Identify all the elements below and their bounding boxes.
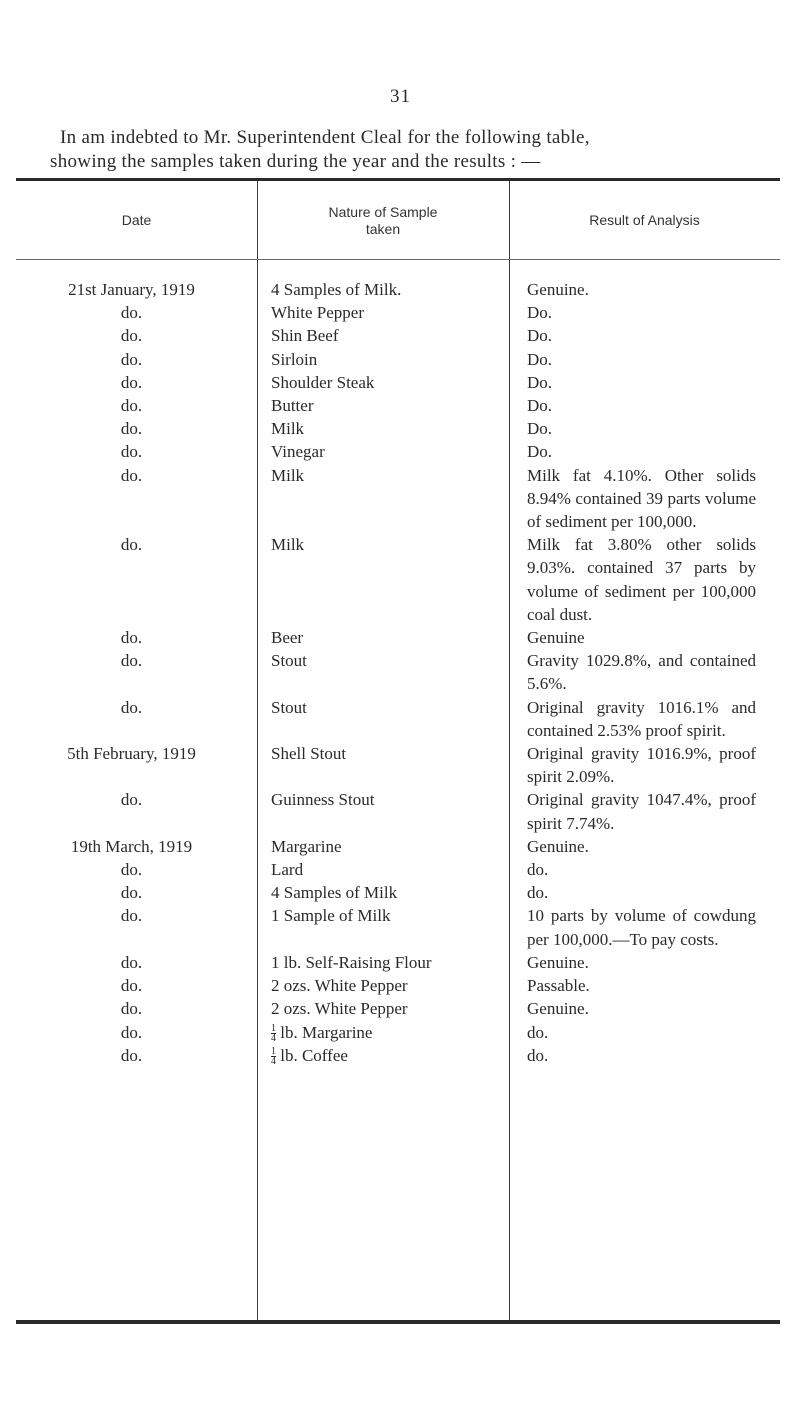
table-row (16, 371, 780, 394)
cell-nature (257, 324, 509, 347)
header-nature-line-2: taken (365, 221, 401, 237)
cell-nature (257, 626, 509, 649)
fraction-denominator: 4 (271, 1033, 276, 1045)
fraction (271, 1024, 276, 1043)
cell-result: Original gravity 1016.9%, proof spirit 2.09%. (527, 744, 756, 787)
cell-nature-text: Stout (271, 651, 307, 671)
cell-nature (257, 788, 509, 834)
table-row (16, 1044, 780, 1067)
cell-nature (257, 440, 509, 463)
table-row (16, 324, 780, 347)
cell-nature (257, 858, 509, 881)
cell-date: do. (120, 303, 143, 323)
cell-nature-text: Margarine (271, 836, 342, 856)
samples-table (16, 178, 780, 1326)
cell-date: do. (120, 1022, 143, 1042)
table-bottom-rule (16, 1320, 780, 1324)
cell-nature-text: lb. Margarine (280, 1022, 373, 1042)
cell-result: Original gravity 1016.1% and contained 2.53% proof spirit. (527, 697, 756, 740)
fraction-denominator: 4 (271, 1056, 276, 1068)
cell-nature-text: 1 Sample of Milk (271, 906, 391, 926)
cell-date: do. (120, 697, 143, 717)
table-top-rule (16, 178, 780, 181)
cell-nature-text: White Pepper (271, 303, 364, 323)
cell-result: Do. (527, 396, 553, 416)
cell-nature-text: Beer (271, 628, 304, 648)
cell-date: do. (120, 790, 143, 810)
cell-nature (257, 649, 509, 695)
table-row (16, 951, 780, 974)
table-row (16, 974, 780, 997)
cell-result: do. (527, 860, 549, 880)
header-date: Date (121, 212, 152, 228)
cell-nature (257, 951, 509, 974)
fraction (271, 1047, 276, 1066)
cell-result: Do. (527, 349, 553, 369)
cell-nature (257, 974, 509, 997)
cell-result: Original gravity 1047.4%, proof spirit 7.74%. (527, 790, 756, 833)
cell-nature-text: Milk (271, 419, 305, 439)
cell-result: Do. (527, 372, 553, 392)
intro-paragraph (50, 126, 760, 174)
cell-nature (257, 835, 509, 858)
cell-result: Passable. (527, 976, 590, 996)
cell-date: do. (120, 535, 143, 555)
cell-result: Genuine. (527, 999, 589, 1019)
cell-date: do. (120, 628, 143, 648)
cell-nature (257, 881, 509, 904)
intro-line-1: In am indebted to Mr. Superintendent Cleal for the following table, (60, 127, 590, 148)
cell-nature (257, 742, 509, 788)
cell-nature-text: 4 Samples of Milk. (271, 280, 402, 299)
cell-date: do. (120, 465, 143, 485)
cell-nature (257, 904, 509, 950)
cell-result: Genuine. (527, 952, 589, 972)
cell-date: do. (120, 372, 143, 392)
cell-result: Genuine. (527, 836, 589, 856)
cell-date: do. (120, 326, 143, 346)
cell-result: Gravity 1029.8%, and contained 5.6%. (527, 651, 756, 694)
cell-date: 19th March, 1919 (70, 836, 193, 856)
cell-nature (257, 997, 509, 1020)
table-row (16, 626, 780, 649)
cell-result: Genuine. (527, 280, 589, 299)
cell-result: do. (527, 883, 549, 903)
table-row (16, 649, 780, 695)
cell-nature (257, 464, 509, 534)
cell-result: do. (527, 1022, 549, 1042)
table-row (16, 278, 780, 301)
cell-result: Milk fat 4.10%. Other solids 8.94% contained 39 parts volume of sediment per 100,000. (527, 465, 756, 532)
page-number: 31 (390, 86, 411, 107)
cell-nature-text: Shin Beef (271, 326, 339, 346)
table-row (16, 696, 780, 742)
header-nature-line-1: Nature of Sample (328, 204, 438, 220)
table-row (16, 1021, 780, 1044)
cell-nature-text: 1 lb. Self-Raising Flour (271, 952, 432, 972)
table-row (16, 997, 780, 1020)
cell-nature (257, 394, 509, 417)
table-row (16, 464, 780, 534)
cell-nature (257, 371, 509, 394)
cell-result: Do. (527, 326, 553, 346)
cell-nature (257, 301, 509, 324)
cell-date: do. (120, 419, 143, 439)
cell-date: do. (120, 349, 143, 369)
cell-nature-text: 4 Samples of Milk (271, 883, 398, 903)
cell-date: do. (120, 952, 143, 972)
cell-date: do. (120, 906, 143, 926)
intro-line-2: showing the samples taken during the year and the results : — (50, 151, 541, 172)
cell-nature (257, 348, 509, 371)
cell-nature (257, 533, 509, 626)
cell-nature (257, 1044, 509, 1067)
table-row (16, 742, 780, 788)
cell-date: do. (120, 1045, 143, 1065)
cell-nature-text: Shell Stout (271, 744, 347, 764)
table-row (16, 858, 780, 881)
cell-nature-text: Vinegar (271, 442, 325, 462)
table-row (16, 301, 780, 324)
cell-result: Genuine (527, 628, 585, 648)
fraction-numerator: 1 (271, 1023, 276, 1035)
cell-date: do. (120, 860, 143, 880)
cell-result: Do. (527, 442, 553, 462)
cell-nature (257, 696, 509, 742)
header-rule (16, 259, 780, 260)
table-row (16, 394, 780, 417)
cell-result: do. (527, 1045, 549, 1065)
cell-nature-text: Guinness Stout (271, 790, 375, 810)
table-row (16, 440, 780, 463)
header-nature (257, 204, 509, 238)
cell-date: do. (120, 651, 143, 671)
cell-nature-text: Sirloin (271, 349, 318, 369)
cell-nature (257, 417, 509, 440)
table-row (16, 348, 780, 371)
cell-date: 5th February, 1919 (67, 744, 196, 764)
cell-result: Milk fat 3.80% other solids 9.03%. contained 37 parts by volume of sediment per 100,000 coal dust. (527, 535, 756, 624)
header-result: Result of Analysis (589, 212, 700, 228)
table-row (16, 835, 780, 858)
cell-nature-text: Shoulder Steak (271, 372, 375, 392)
cell-nature-text: Stout (271, 697, 307, 717)
cell-result: 10 parts by volume of cowdung per 100,000.—To pay costs. (527, 906, 756, 949)
cell-date: do. (120, 396, 143, 416)
cell-date: do. (120, 976, 143, 996)
fraction-numerator: 1 (271, 1046, 276, 1058)
cell-nature-text: Milk (271, 465, 305, 485)
cell-date: do. (120, 883, 143, 903)
table-row (16, 788, 780, 834)
table-row (16, 881, 780, 904)
cell-nature-text: 2 ozs. White Pepper (271, 999, 408, 1019)
cell-result: Do. (527, 303, 553, 323)
cell-nature-text: lb. Coffee (280, 1045, 348, 1065)
cell-nature-text: 2 ozs. White Pepper (271, 976, 408, 996)
table-row (16, 533, 780, 626)
cell-result: Do. (527, 419, 553, 439)
cell-date: do. (120, 999, 143, 1019)
table-row (16, 417, 780, 440)
cell-nature-text: Butter (271, 396, 314, 416)
cell-nature-text: Milk (271, 535, 305, 555)
cell-nature (257, 1021, 509, 1044)
table-row (16, 904, 780, 950)
cell-date: do. (120, 442, 143, 462)
cell-nature (257, 278, 509, 301)
table-body (16, 278, 780, 1067)
cell-nature-text: Lard (271, 860, 304, 880)
cell-date: 21st January, 1919 (68, 280, 195, 299)
